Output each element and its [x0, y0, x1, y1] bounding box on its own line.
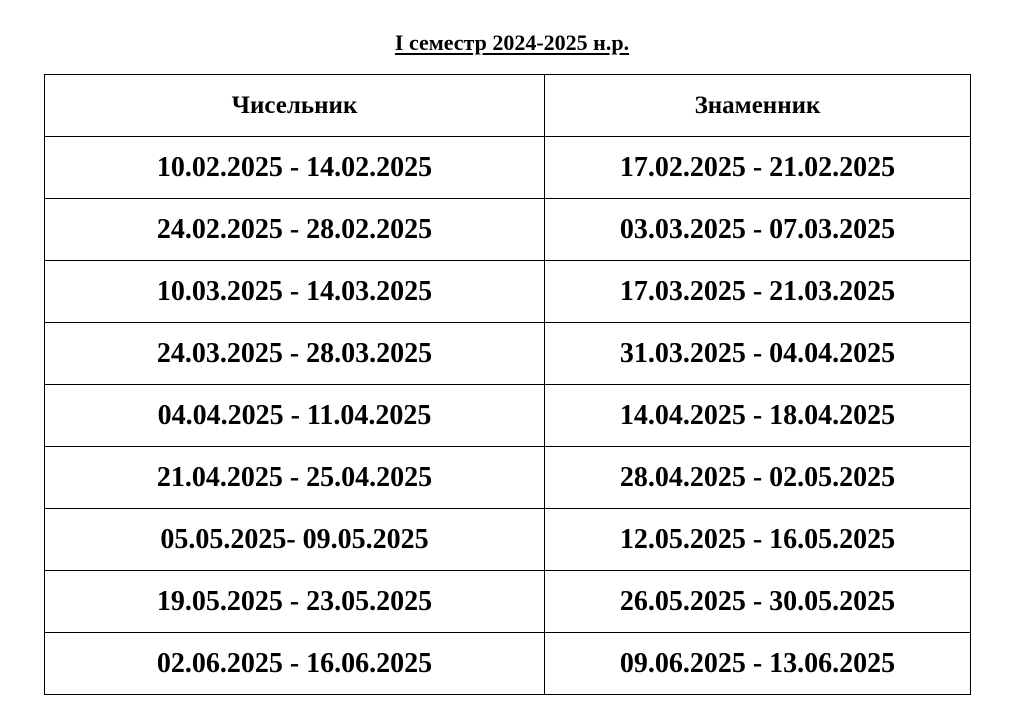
numerator-cell: 04.04.2025 - 11.04.2025 — [45, 385, 545, 447]
numerator-cell: 10.03.2025 - 14.03.2025 — [45, 261, 545, 323]
table-row — [45, 633, 971, 695]
header-numerator: Чисельник — [45, 75, 545, 137]
table-header-row — [45, 75, 971, 137]
numerator-cell: 19.05.2025 - 23.05.2025 — [45, 571, 545, 633]
document-title — [0, 28, 1024, 58]
denominator-cell: 17.02.2025 - 21.02.2025 — [545, 137, 971, 199]
denominator-cell: 17.03.2025 - 21.03.2025 — [545, 261, 971, 323]
denominator-cell: 03.03.2025 - 07.03.2025 — [545, 199, 971, 261]
numerator-cell: 21.04.2025 - 25.04.2025 — [45, 447, 545, 509]
numerator-cell: 24.02.2025 - 28.02.2025 — [45, 199, 545, 261]
document-title-text: I семестр 2024-2025 н.р. — [394, 30, 630, 55]
table-row — [45, 385, 971, 447]
table-row — [45, 447, 971, 509]
denominator-cell: 14.04.2025 - 18.04.2025 — [545, 385, 971, 447]
denominator-cell: 09.06.2025 - 13.06.2025 — [545, 633, 971, 695]
numerator-cell: 24.03.2025 - 28.03.2025 — [45, 323, 545, 385]
table-row — [45, 261, 971, 323]
table-row — [45, 199, 971, 261]
numerator-cell: 02.06.2025 - 16.06.2025 — [45, 633, 545, 695]
denominator-cell: 28.04.2025 - 02.05.2025 — [545, 447, 971, 509]
table-row — [45, 137, 971, 199]
schedule-table — [44, 74, 971, 695]
denominator-cell: 26.05.2025 - 30.05.2025 — [545, 571, 971, 633]
table-row — [45, 571, 971, 633]
denominator-cell: 12.05.2025 - 16.05.2025 — [545, 509, 971, 571]
table-row — [45, 323, 971, 385]
header-denominator: Знаменник — [545, 75, 971, 137]
denominator-cell: 31.03.2025 - 04.04.2025 — [545, 323, 971, 385]
table-row — [45, 509, 971, 571]
numerator-cell: 05.05.2025- 09.05.2025 — [45, 509, 545, 571]
numerator-cell: 10.02.2025 - 14.02.2025 — [45, 137, 545, 199]
